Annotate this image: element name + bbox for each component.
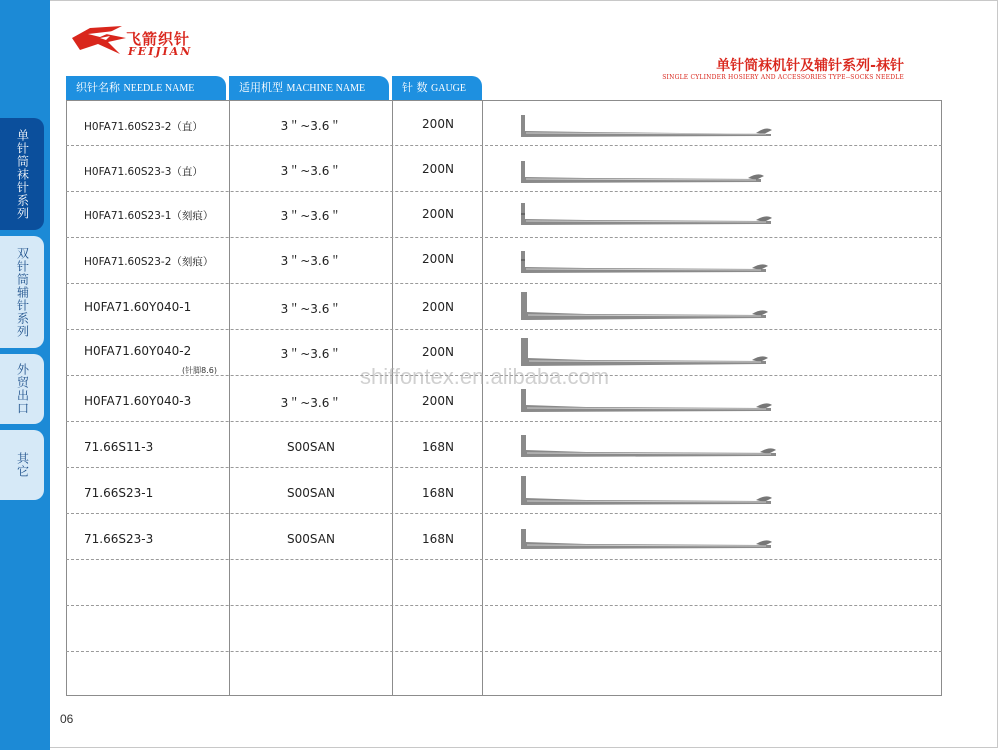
machine-name: 3＂~3.6＂: [280, 347, 342, 361]
sidebar-tab-single-cylinder[interactable]: [0, 118, 44, 230]
needle-name: H0FA71.60Y040-2: [84, 344, 192, 358]
header-label-en: MACHINE NAME: [286, 83, 366, 94]
needle-icon: [516, 292, 776, 322]
header-machine-name: [229, 76, 389, 100]
needle-icon: [516, 158, 776, 188]
table-row: [66, 192, 942, 238]
machine-name: 3＂~3.6＂: [280, 209, 342, 223]
needle-icon: [516, 526, 776, 556]
sidebar-tab-label: 单针筒袜针系列: [15, 128, 30, 220]
table-row: [66, 468, 942, 514]
gauge-value: 200N: [422, 207, 454, 221]
machine-name: 3＂~3.6＂: [280, 164, 342, 178]
needle-icon: [516, 112, 776, 142]
needle-icon: [516, 476, 776, 506]
table-row: [66, 284, 942, 330]
table-row: [66, 100, 942, 146]
needle-icon: [516, 386, 776, 416]
sidebar-tab-label: 双针筒辅针系列: [15, 246, 30, 338]
gauge-value: 200N: [422, 300, 454, 314]
brand-name-cn: 飞箭织针: [126, 30, 191, 48]
sidebar-tab-double-cylinder[interactable]: [0, 236, 44, 348]
header-label-en: NEEDLE NAME: [123, 83, 195, 94]
needle-note: (针脚8.6): [182, 366, 217, 375]
page-number: 06: [60, 712, 74, 726]
gauge-value: 168N: [422, 486, 454, 500]
header-label-cn: 适用机型: [239, 81, 283, 94]
needle-icon: [516, 248, 776, 278]
gauge-value: 168N: [422, 440, 454, 454]
table-row: [66, 238, 942, 284]
gauge-value: 200N: [422, 394, 454, 408]
machine-name: 3＂~3.6＂: [280, 254, 342, 268]
header-label-cn: 织针名称: [76, 81, 120, 94]
machine-name: 3＂~3.6＂: [280, 302, 342, 316]
gauge-value: 200N: [422, 162, 454, 176]
table-row: [66, 146, 942, 192]
sidebar-tab-label: 其它: [15, 452, 30, 478]
header-gauge: [392, 76, 482, 100]
watermark: shiffontex.en.alibaba.com: [360, 364, 610, 389]
needle-name: H0FA71.60S23-3（直）: [84, 166, 203, 178]
needle-name: 71.66S23-1: [84, 486, 154, 500]
needle-name: H0FA71.60S23-2（刻痕）: [84, 256, 214, 268]
gauge-value: 200N: [422, 117, 454, 131]
row-divider: [66, 651, 942, 652]
gauge-value: 168N: [422, 532, 454, 546]
needle-name: H0FA71.60S23-2（直）: [84, 121, 203, 133]
machine-name: 3＂~3.6＂: [280, 396, 342, 410]
table-row: [66, 514, 942, 560]
machine-name: S00SAN: [287, 486, 335, 500]
needle-icon: [516, 200, 776, 230]
sidebar-tab-label: 外贸出口: [15, 363, 30, 415]
header-label-cn: 针 数: [402, 81, 428, 94]
header-needle-name: [66, 76, 226, 100]
row-divider: [66, 605, 942, 606]
table-row: [66, 422, 942, 468]
header-label-en: GAUGE: [431, 83, 466, 94]
needle-name: H0FA71.60Y040-3: [84, 394, 192, 408]
needle-name: 71.66S11-3: [84, 440, 154, 454]
page-title-en: SINGLE CYLINDER HOSIERY AND ACCESSORIES TYPE--SOCKS NEEDLE: [662, 74, 904, 81]
machine-name: S00SAN: [287, 532, 335, 546]
sidebar-tab-export[interactable]: [0, 354, 44, 424]
needle-name: H0FA71.60S23-1（刻痕）: [84, 210, 214, 222]
needle-name: 71.66S23-3: [84, 532, 154, 546]
gauge-value: 200N: [422, 252, 454, 266]
brand-name-en: FEIJIAN: [128, 45, 193, 58]
page-title-cn: 单针筒袜机针及辅针系列-袜针: [716, 58, 904, 74]
machine-name: S00SAN: [287, 440, 335, 454]
gauge-value: 200N: [422, 345, 454, 359]
machine-name: 3＂~3.6＂: [280, 119, 342, 133]
needle-icon: [516, 432, 776, 462]
sidebar-tab-other[interactable]: [0, 430, 44, 500]
needle-name: H0FA71.60Y040-1: [84, 300, 192, 314]
